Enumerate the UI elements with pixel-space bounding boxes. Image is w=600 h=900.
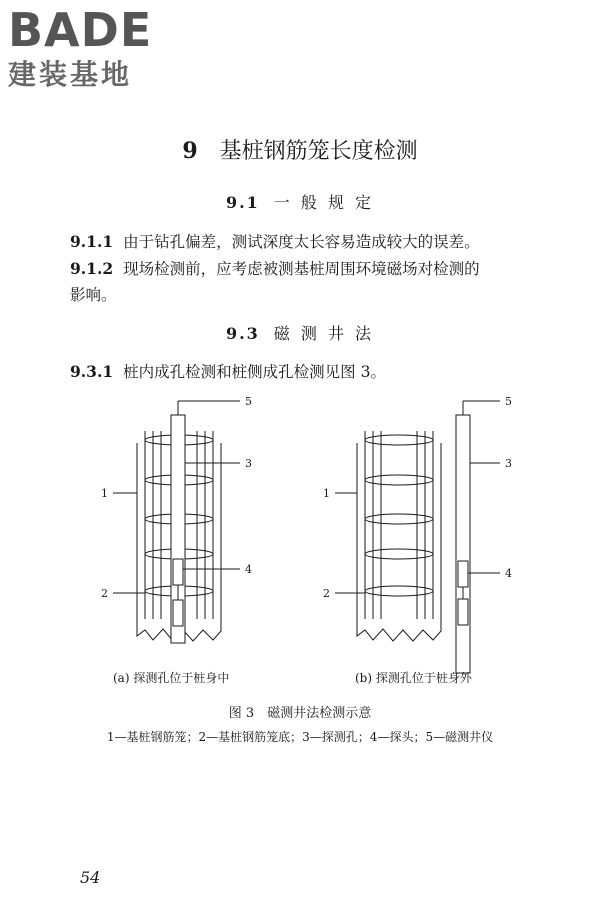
callout-label: 1: [323, 487, 330, 500]
page-number: 54: [80, 868, 101, 887]
logo-brand: BADE: [8, 3, 153, 57]
chapter-title: [0, 134, 600, 165]
callout-label: 5: [505, 395, 512, 408]
probe: [173, 559, 183, 585]
clause-number: 9.3.1: [70, 362, 114, 381]
logo-subtitle: 建装基地: [8, 58, 133, 91]
clause-9-1-2: [70, 256, 540, 308]
clause-text: 桩内成孔检测和桩侧成孔检测见图 3。: [123, 363, 386, 381]
figure-caption: 图 3 磁测井法检测示意: [228, 706, 372, 721]
callout-label: 2: [323, 587, 330, 600]
figure-3: [95, 393, 535, 693]
callout-label: 3: [505, 457, 512, 470]
logo: [8, 4, 188, 92]
clause-text-continuation: 影响。: [70, 286, 117, 304]
probe: [458, 561, 468, 587]
callout-label: 2: [101, 587, 108, 600]
figure-legend: 1—基桩钢筋笼；2—基桩钢筋笼底；3—探测孔；4—探头；5—磁测井仪: [106, 730, 494, 744]
clause-number: 9.1.1: [70, 232, 114, 251]
clause-text: 现场检测前，应考虑被测基桩周围环境磁场对检测的: [123, 260, 480, 278]
section-title-text: 一 般 规 定: [273, 193, 375, 212]
callout-label: 4: [245, 563, 252, 576]
clause-9-3-1: [70, 359, 540, 385]
section-number: 9.1: [225, 193, 260, 212]
subfigure-a: [113, 401, 240, 643]
clause-9-1-1: [70, 229, 540, 255]
pile-body: [357, 443, 441, 641]
figure-diagram: [95, 393, 535, 693]
clause-text: 由于钻孔偏差，测试深度太长容易造成较大的误差。: [123, 233, 480, 251]
probe-lower: [173, 600, 183, 626]
section-title-9-3: [0, 321, 600, 344]
probe-lower: [458, 599, 468, 625]
section-title-text: 磁 测 井 法: [273, 324, 375, 343]
callout-label: 1: [101, 487, 108, 500]
clause-number: 9.1.2: [70, 259, 114, 278]
subfigure-caption-a: (a) 探测孔位于桩身中: [113, 671, 230, 685]
subfigure-caption-b: (b) 探测孔位于桩身外: [355, 671, 472, 685]
callout-label: 3: [245, 457, 252, 470]
callout-label: 5: [245, 395, 252, 408]
section-number: 9.3: [225, 324, 260, 343]
chapter-number: 9: [182, 138, 198, 164]
section-title-9-1: [0, 190, 600, 213]
chapter-title-text: 基桩钢筋笼长度检测: [219, 139, 418, 164]
rebar-cage: [365, 431, 433, 619]
subfigure-b: [335, 401, 500, 673]
callout-label: 4: [505, 567, 512, 580]
probe-hole: [456, 415, 470, 673]
